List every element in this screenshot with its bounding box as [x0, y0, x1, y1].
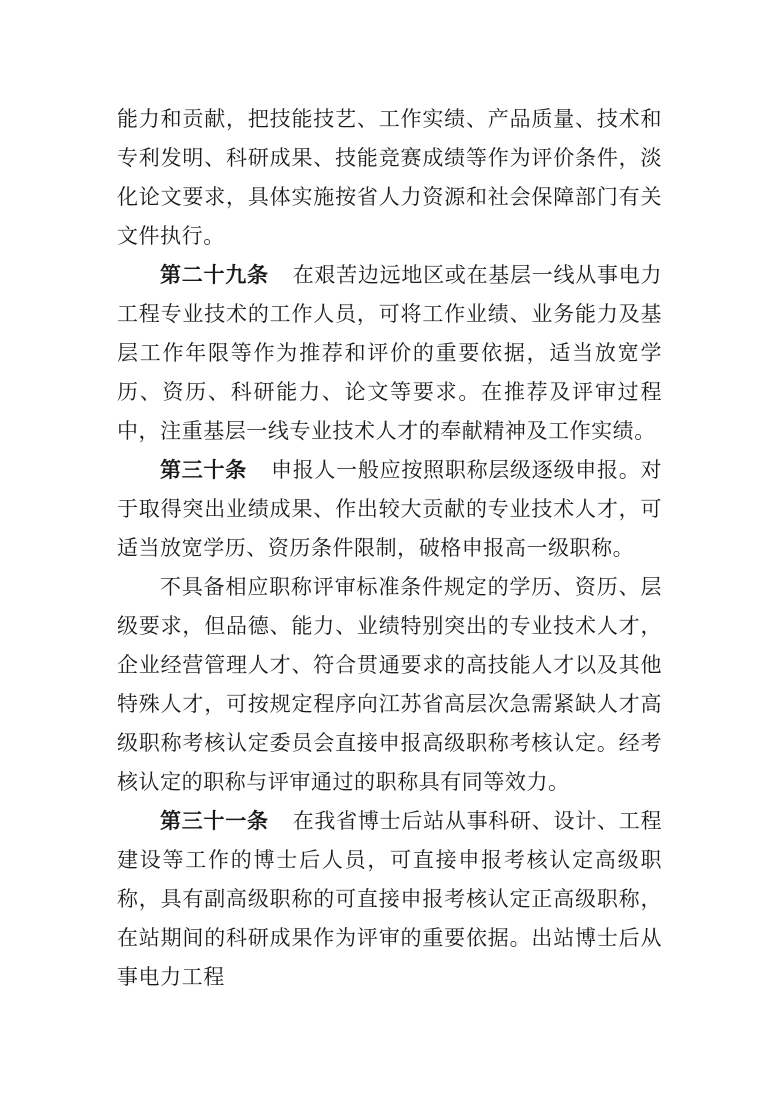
paragraph-article-30 — [117, 451, 662, 568]
paragraph-text: 在我省博士后站从事科研、设计、工程建设等工作的博士后人员，可直接申报考核认定高级职称，具有副高级职称的可直接申报考核认定正高级职称，在站期间的科研成果作为评审的重要依据。出站博士后从事电力工程 — [117, 809, 663, 989]
article-title: 第二十九条 — [160, 263, 269, 287]
paragraph-article-30-clause-2 — [117, 568, 662, 802]
paragraph-continuation — [117, 100, 662, 256]
document-body — [117, 100, 662, 997]
paragraph-text: 能力和贡献，把技能技艺、工作实绩、产品质量、技术和专利发明、科研成果、技能竞赛成绩等作为评价条件，淡化论文要求，具体实施按省人力资源和社会保障部门有关文件执行。 — [117, 107, 662, 248]
paragraph-article-31 — [117, 802, 662, 997]
article-title: 第三十条 — [160, 458, 247, 482]
paragraph-text: 在艰苦边远地区或在基层一线从事电力工程专业技术的工作人员，可将工作业绩、业务能力及基层工作年限等作为推荐和评价的重要依据，适当放宽学历、资历、科研能力、论文等要求。在推荐及评审过程中，注重基层一线专业技术人才的奉献精神及工作实绩。 — [117, 263, 663, 443]
paragraph-text: 不具备相应职称评审标准条件规定的学历、资历、层级要求，但品德、能力、业绩特别突出的专业技术人才，企业经营管理人才、符合贯通要求的高技能人才以及其他特殊人才，可按规定程序向江苏省高层次急需紧缺人才高级职称考核认定委员会直接申报高级职称考核认定。经考核认定的职称与评审通过的职称具有同等效力。 — [117, 575, 662, 794]
paragraph-article-29 — [117, 256, 662, 451]
article-title: 第三十一条 — [160, 809, 269, 833]
paragraph-text: 申报人一般应按照职称层级逐级申报。对于取得突出业绩成果、作出较大贡献的专业技术人才，可适当放宽学历、资历条件限制，破格申报高一级职称。 — [117, 458, 663, 560]
